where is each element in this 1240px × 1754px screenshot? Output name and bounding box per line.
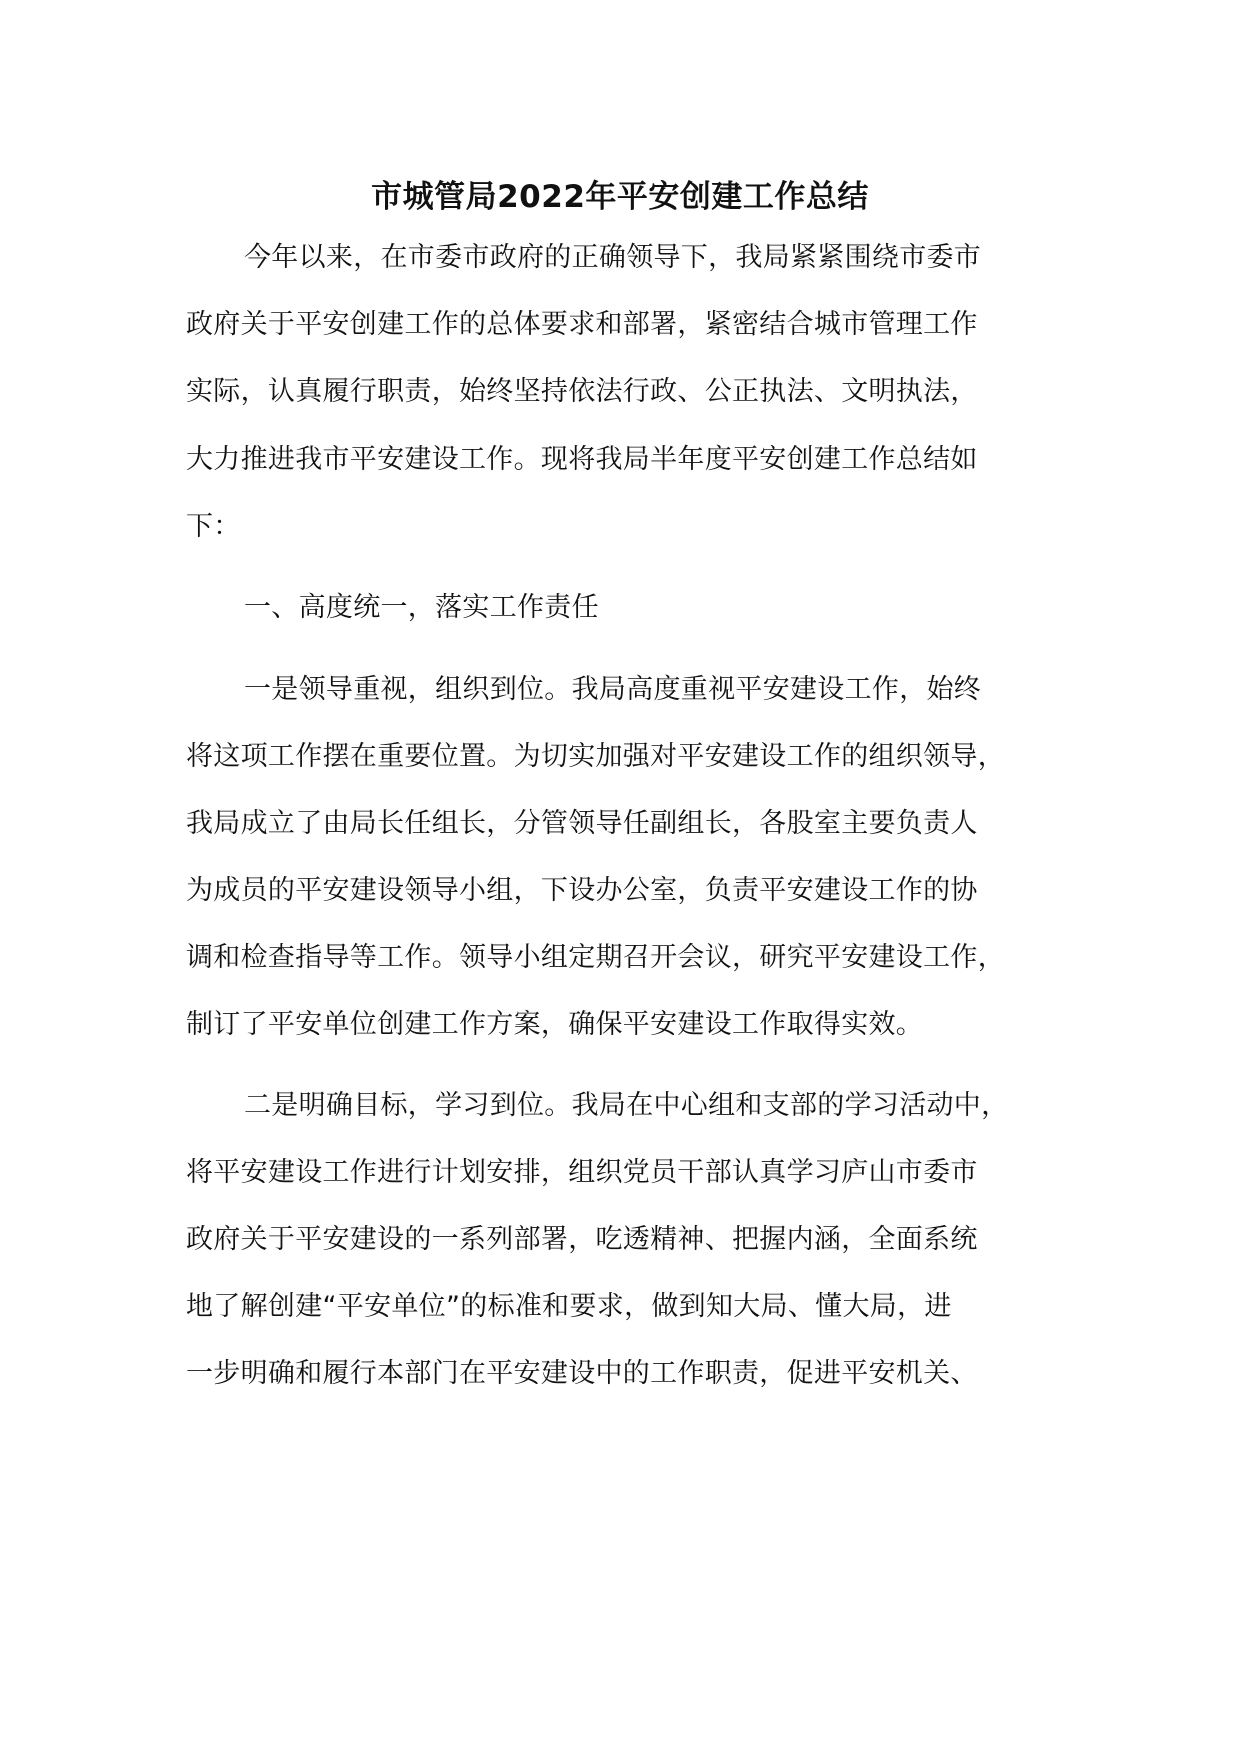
- paragraph-2-line-5: 调和检查指导等工作。领导小组定期召开会议，研究平安建设工作，: [186, 942, 1005, 973]
- paragraph-3-line-2: 将平安建设工作进行计划安排，组织党员干部认真学习庐山市委市: [186, 1157, 978, 1188]
- paragraph-2-line-2: 将这项工作摆在重要位置。为切实加强对平安建设工作的组织领导，: [186, 741, 1005, 772]
- paragraph-3-line-4: 地了解创建“平安单位”的标准和要求，做到知大局、懂大局，进: [186, 1291, 952, 1322]
- paragraph-1-line-4: 大力推进我市平安建设工作。现将我局半年度平安创建工作总结如: [186, 444, 978, 475]
- paragraph-1-line-2: 政府关于平安创建工作的总体要求和部署，紧密结合城市管理工作: [186, 309, 978, 340]
- section-heading-1: 一、高度统一，落实工作责任: [244, 592, 599, 623]
- paragraph-3-line-1: 二是明确目标，学习到位。我局在中心组和支部的学习活动中，: [244, 1090, 1009, 1121]
- paragraph-3-line-3: 政府关于平安建设的一系列部署，吃透精神、把握内涵，全面系统: [186, 1224, 978, 1255]
- paragraph-1-line-5: 下：: [186, 511, 241, 542]
- paragraph-1-line-1: 今年以来，在市委市政府的正确领导下，我局紧紧围绕市委市: [244, 242, 982, 273]
- document-title: 市城管局2022年平安创建工作总结: [371, 179, 869, 215]
- paragraph-1-line-3: 实际，认真履行职责，始终坚持依法行政、公正执法、文明执法，: [186, 376, 978, 407]
- paragraph-2-line-1: 一是领导重视，组织到位。我局高度重视平安建设工作，始终: [244, 674, 982, 705]
- paragraph-2-line-4: 为成员的平安建设领导小组，下设办公室，负责平安建设工作的协: [186, 875, 978, 906]
- paragraph-3-line-5: 一步明确和履行本部门在平安建设中的工作职责，促进平安机关、: [186, 1358, 978, 1389]
- paragraph-2-line-6: 制订了平安单位创建工作方案，确保平安建设工作取得实效。: [186, 1009, 924, 1040]
- paragraph-2-line-3: 我局成立了由局长任组长，分管领导任副组长，各股室主要负责人: [186, 808, 978, 839]
